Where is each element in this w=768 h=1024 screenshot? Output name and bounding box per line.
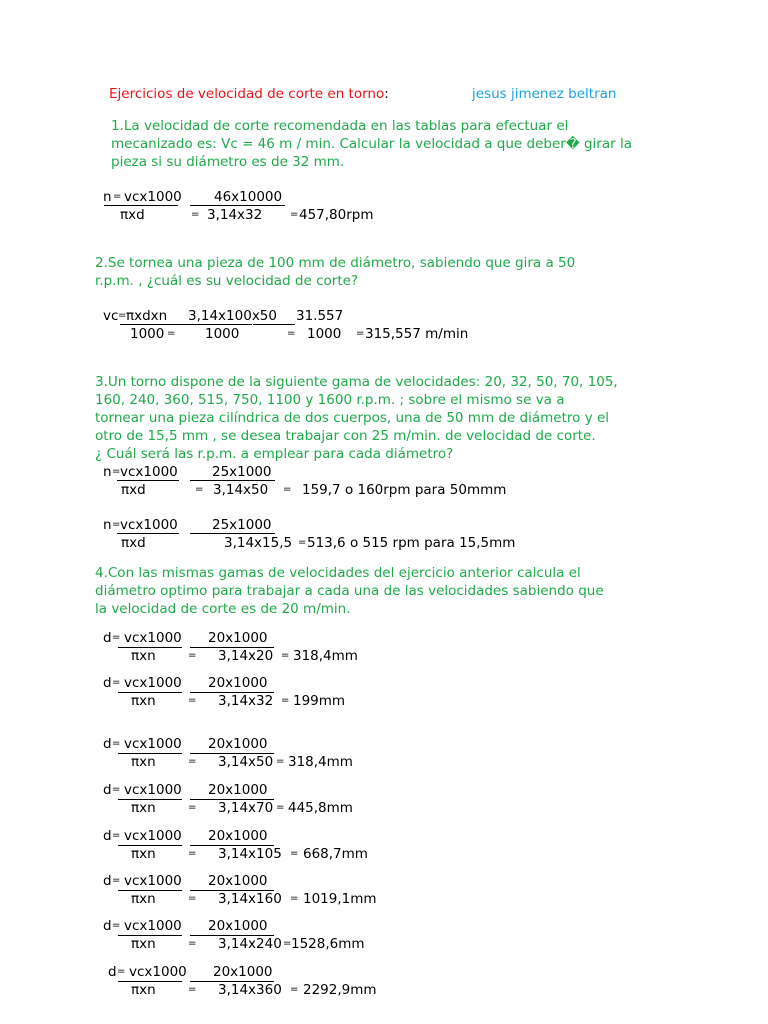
eq-num1: πxdxn xyxy=(126,308,168,324)
eq-num1: vcx1000 xyxy=(124,918,182,934)
eq-sign: = xyxy=(112,920,121,931)
eq-lhs: n xyxy=(103,517,112,533)
eq-sign: = xyxy=(290,209,299,220)
eq-den1: πxn xyxy=(131,982,156,998)
eq-den2: 3,14x50 xyxy=(213,482,269,498)
eq-sign: = xyxy=(117,966,126,977)
eq-den1: πxn xyxy=(131,936,156,952)
eq-den2: 3,14x20 xyxy=(218,648,274,664)
eq-num1: vcx1000 xyxy=(120,517,178,533)
eq-den2: 3,14x105 xyxy=(218,846,282,862)
eq-sign: = xyxy=(290,848,299,859)
eq-den1: πxn xyxy=(131,648,156,664)
eq-lhs: n xyxy=(103,464,112,480)
exercise-3-question: 3.Un torno dispone de la siguiente gama de velocidades: 20, 32, 50, 70, 105, 160, 240, 360, 515, 750, 1100 y 1600 r.p.m. ; sobre el mismo se va a tornear una pieza cilíndrica de dos cuerpos, una de 50 mm de diámetro y el otro de 15,5 mm , se desea trabajar con 25 m/min. de velocidad de corte. ¿ Cuál será las r.p.m. a emplear para cada diámetro? xyxy=(95,374,618,462)
eq-den2: 3,14x240 xyxy=(218,936,282,952)
eq-result: 2292,9mm xyxy=(303,982,377,998)
eq-result: 668,7mm xyxy=(303,846,368,862)
eq-den2: 3,14x32 xyxy=(207,207,263,223)
eq-lhs: d xyxy=(103,782,112,798)
eq-lhs: vc xyxy=(103,308,119,324)
eq-sign: = xyxy=(112,519,121,530)
eq-num2: 20x1000 xyxy=(208,630,268,646)
eq-den2: 3,14x160 xyxy=(218,891,282,907)
eq-sign: = xyxy=(290,984,299,995)
eq-sign: = xyxy=(118,310,127,321)
eq-sign: = xyxy=(188,984,197,995)
eq-result: 318,4mm xyxy=(288,754,353,770)
eq-sign: = xyxy=(188,756,197,767)
eq-num2: 25x1000 xyxy=(212,517,272,533)
eq-lhs: d xyxy=(103,918,112,934)
eq-sign: = xyxy=(298,537,307,548)
eq-num2: 20x1000 xyxy=(208,873,268,889)
eq-num2: 20x1000 xyxy=(208,675,268,691)
eq-num1: vcx1000 xyxy=(124,630,182,646)
eq-num1: vcx1000 xyxy=(124,782,182,798)
eq-sign: = xyxy=(188,893,197,904)
eq-sign: = xyxy=(283,484,292,495)
eq-sign: = xyxy=(195,484,204,495)
eq-sign: = xyxy=(112,875,121,886)
document-title: Ejercicios de velocidad de corte en torno: xyxy=(109,86,389,102)
eq-den2: 3,14x50 xyxy=(218,754,274,770)
eq-sign: = xyxy=(112,784,121,795)
eq-num2: 25x1000 xyxy=(212,464,272,480)
eq-den1: 1000 xyxy=(130,326,165,342)
eq-den1: πxn xyxy=(131,800,156,816)
eq-den2: 3,14x32 xyxy=(218,693,274,709)
eq-den2: 1000 xyxy=(205,326,240,342)
eq-sign: = xyxy=(283,938,292,949)
eq-sign: = xyxy=(276,802,285,813)
eq-lhs: n xyxy=(103,189,112,205)
eq-num2: 3,14x100x50 xyxy=(188,308,277,324)
eq-sign: = xyxy=(276,756,285,767)
eq-sign: = xyxy=(113,191,122,202)
eq-sign: = xyxy=(281,650,290,661)
eq-den1: πxn xyxy=(131,846,156,862)
eq-result: 445,8mm xyxy=(288,800,353,816)
eq-num2: 46x10000 xyxy=(214,189,283,205)
eq-den1: πxn xyxy=(131,891,156,907)
eq-num1: vcx1000 xyxy=(129,964,187,980)
eq-sign: = xyxy=(188,802,197,813)
eq-num2: 20x1000 xyxy=(213,964,273,980)
author-name: jesus jimenez beltran xyxy=(472,86,617,102)
eq-sign: = xyxy=(112,738,121,749)
eq-num1: vcx1000 xyxy=(124,873,182,889)
eq-sign: = xyxy=(112,677,121,688)
eq-lhs: d xyxy=(108,964,117,980)
eq-den2: 3,14x70 xyxy=(218,800,274,816)
eq-sign: = xyxy=(356,328,365,339)
eq-num1: vcx1000 xyxy=(124,675,182,691)
eq-num2: 20x1000 xyxy=(208,782,268,798)
eq-den2: 3,14x360 xyxy=(218,982,282,998)
eq-sign: = xyxy=(112,632,121,643)
eq-den2: 3,14x15,5 xyxy=(224,535,293,551)
eq-num2: 20x1000 xyxy=(208,828,268,844)
eq-num1: vcx1000 xyxy=(124,828,182,844)
eq-den3: 1000 xyxy=(307,326,342,342)
eq-lhs: d xyxy=(103,873,112,889)
eq-result: 513,6 o 515 rpm para 15,5mm xyxy=(307,535,516,551)
eq-result: 199mm xyxy=(293,693,346,709)
eq-sign: = xyxy=(167,328,176,339)
eq-sign: = xyxy=(281,695,290,706)
eq-sign: = xyxy=(290,893,299,904)
eq-sign: = xyxy=(112,830,121,841)
eq-den1: πxn xyxy=(131,693,156,709)
exercise-2-question: 2.Se tornea una pieza de 100 mm de diámetro, sabiendo que gira a 50 r.p.m. , ¿cuál es su velocidad de corte? xyxy=(95,255,576,289)
eq-result: 457,80rpm xyxy=(299,207,374,223)
eq-num1: vcx1000 xyxy=(120,464,178,480)
eq-num1: vcx1000 xyxy=(124,736,182,752)
eq-num3: 31.557 xyxy=(296,308,344,324)
eq-den1: πxd xyxy=(121,482,146,498)
eq-result: 315,557 m/min xyxy=(365,326,469,342)
eq-result: 159,7 o 160rpm para 50mmm xyxy=(302,482,507,498)
eq-result: 1528,6mm xyxy=(291,936,365,952)
exercise-4-question: 4.Con las mismas gamas de velocidades del ejercicio anterior calcula el diámetro optimo para trabajar a cada una de las velocidades sabiendo que la velocidad de corte es de 20 m/min. xyxy=(95,565,604,617)
eq-num2: 20x1000 xyxy=(208,918,268,934)
eq-num1: vcx1000 xyxy=(124,189,182,205)
eq-lhs: d xyxy=(103,630,112,646)
eq-sign: = xyxy=(188,938,197,949)
eq-result: 1019,1mm xyxy=(303,891,377,907)
eq-lhs: d xyxy=(103,828,112,844)
eq-sign: = xyxy=(287,328,296,339)
eq-num2: 20x1000 xyxy=(208,736,268,752)
eq-sign: = xyxy=(188,848,197,859)
eq-lhs: d xyxy=(103,736,112,752)
eq-sign: = xyxy=(112,466,121,477)
eq-sign: = xyxy=(188,650,197,661)
eq-den1: πxd xyxy=(120,207,145,223)
eq-sign: = xyxy=(191,209,200,220)
eq-lhs: d xyxy=(103,675,112,691)
eq-sign: = xyxy=(188,695,197,706)
eq-result: 318,4mm xyxy=(293,648,358,664)
eq-den1: πxn xyxy=(131,754,156,770)
exercise-1-question: 1.La velocidad de corte recomendada en las tablas para efectuar el mecanizado es: Vc = 46 m / min. Calcular la velocidad a que deber� girar la pieza si su diámetro es de 32 mm. xyxy=(111,118,632,170)
eq-den1: πxd xyxy=(121,535,146,551)
